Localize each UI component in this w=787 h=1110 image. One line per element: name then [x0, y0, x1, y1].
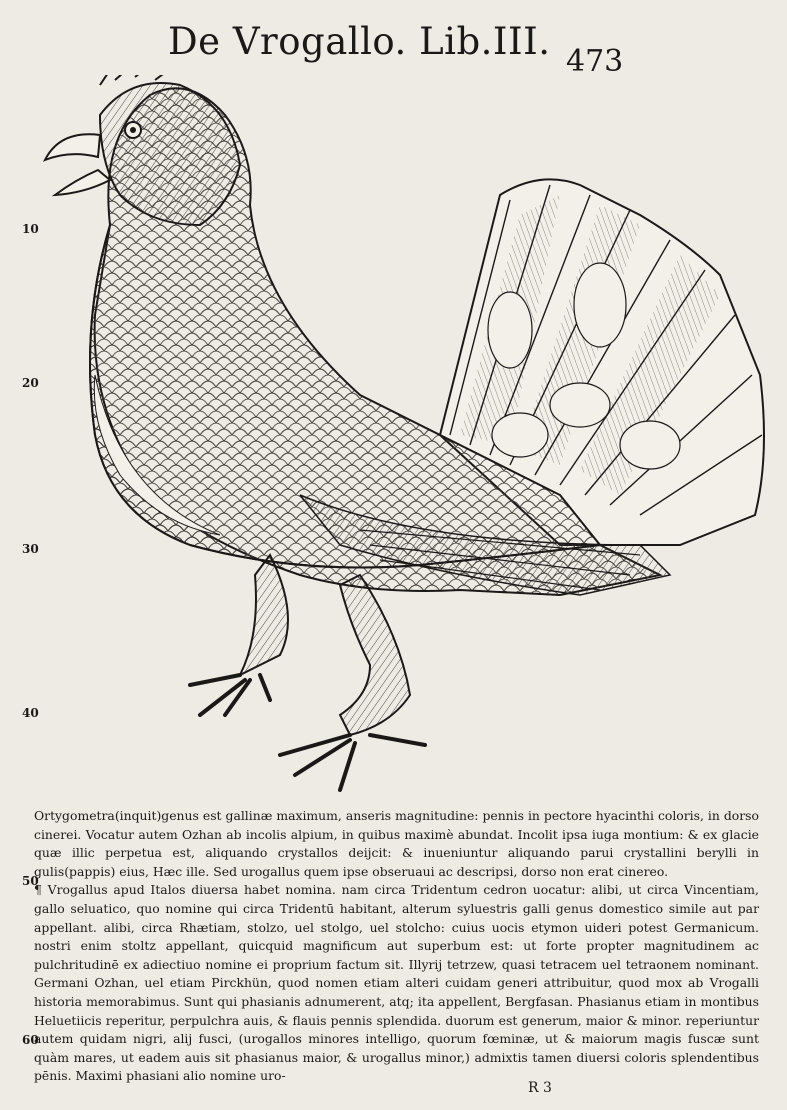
paragraph: ¶ Vrogallus apud Italos diuersa habet nomina. nam circa Tridentum cedron uocatur: alibi, ut circa Vincentiam, gallo seluatico, quo nomine qui circa Tridentū habitant, alterum syluestris galli genus domestico simile aut par appellant. alibi, circa Rhætiam, stolzo, uel stolgo, uel stolcho: cuius uocis etymon uideri potest Germanicum. nostri enim stoltz appellant, quicquid magnificum aut superbum est: ut forte propter magnitudinem ac pulchritudinē ex adiectiuo nomine ei proprium factum sit. Illyrij tetrzew, quasi tetracem uel tetraonem nominant. Germani Ozhan, uel etiam Pirckhün, quod nomen etiam alteri cuidam generi attribuitur, quod mox ab Vrogalli historia memorabimus. Sunt qui phasianis adnumerent, atq; ita appellent, Bergfasan. Phasianus etiam in montibus Heluetiicis reperitur, perpulchra auis, & flauis pennis splendida. duorum est generum, maior & minor. reperiuntur autem quidam nigri, alij fusci, (urogallos minores intelligo, quorum fœminæ, ut & maiorum magis fuscæ sunt quàm mares, ut eadem auis sit phasianus maior, & urogallus minor,) admixtis tamen diuersi coloris splendentibus pēnis. Maximi phasiani alio nomine uro-	[34, 882, 759, 1084]
line-number: 10	[22, 222, 39, 236]
bird-woodcut-illustration	[40, 75, 775, 805]
beak-upper	[45, 134, 100, 160]
page-number: 473	[566, 44, 624, 79]
body-text	[34, 807, 759, 1086]
signature-mark: R 3	[528, 1080, 552, 1096]
bird-head	[45, 75, 240, 225]
beak-lower	[55, 170, 110, 195]
line-number: 60	[22, 1033, 39, 1047]
page-title: De Vrogallo. Lib.III.	[168, 20, 551, 63]
line-number: 30	[22, 542, 39, 556]
line-number: 50	[22, 874, 39, 888]
line-number: 20	[22, 376, 39, 390]
paragraph: Ortygometra(inquit)genus est gallinæ maximum, anseris magnitudine: pennis in pectore hyacinthi coloris, in dorso cinerei. Vocatur autem Ozhan ab incolis alpium, in quibus maximè abundat. Incolit ipsa iuga montium: & ex glacie quæ illic perpetua est, aliquando crystallos deijcit: & inueniuntur aliquando parui crystallini berylli in gulis(pappis) eius, Hæc ille. Sed urogallus quem ipse obseruaui ac descripsi, dorso non erat cinereo.	[34, 808, 759, 879]
line-number: 40	[22, 706, 39, 720]
